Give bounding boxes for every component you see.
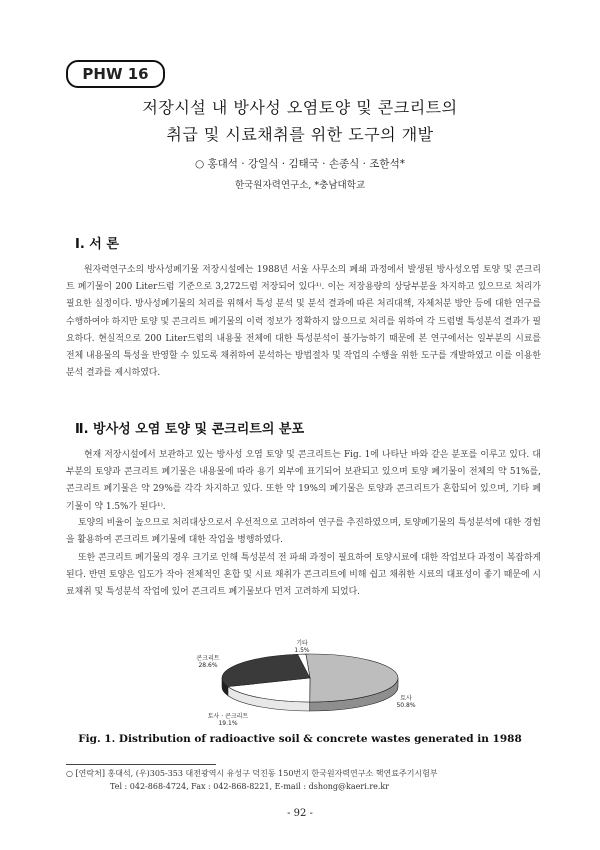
paper-title-line-2: 취급 및 시료채취를 위한 도구의 개발: [166, 125, 434, 144]
pie-label-name-soil-concrete: 토사 · 콘크리트: [207, 713, 249, 720]
affiliation: 한국원자력연구소, *충남대학교: [234, 180, 366, 191]
pie-label-value-soil-concrete: 19.1%: [218, 720, 238, 727]
author-list: ○ 홍대석 · 강일식 · 김태국 · 손종식 · 조한석*: [195, 158, 405, 170]
pie-label-name-concrete: 콘크리트: [196, 655, 220, 662]
pie-label-name-other: 기타: [296, 640, 308, 647]
figure-caption: Fig. 1. Distribution of radioactive soil & concrete wastes generated in 1988: [78, 733, 522, 745]
footnote-contact: ○ [연락처] 홍대석, (우)305-353 대전광역시 유성구 덕진동 150번지 한국원자력연구소 핵연료주기시험부: [66, 769, 438, 778]
footnote-phone-email: Tel : 042-868-4724, Fax : 042-868-8221, E-mail : dshong@kaeri.re.kr: [110, 782, 390, 791]
pie-label-value-soil: 50.8%: [396, 702, 416, 709]
pie-label-value-other: 1.5%: [294, 647, 310, 654]
distribution-paragraph-1: 현재 저장시설에서 보관하고 있는 방사성 오염 토양 및 콘크리트는 Fig. 1에 나타난 바와 같은 분포를 이루고 있다. 대부분의 토양과 콘크리트 폐기물은 내용물에 따라 용기 외부에 표기되어 보관되고 있으며 토양 폐기물이 전체의 약 51%를, 콘크리트 폐기물은 약 29%를 각각 차지하고 있다. 또한 약 19%의 폐기물은 토양과 콘크리트가 혼합되어 있으며, 기타 폐기물이 약 1.5%가 된다¹⁾.: [66, 450, 541, 512]
pie-chart: [180, 638, 440, 728]
intro-paragraph: 원자력연구소의 방사성폐기물 저장시설에는 1988년 서울 사무소의 폐쇄 과정에서 발생된 방사성오염 토양 및 콘크리트 폐기물이 200 Liter드럼 기준으로 3,272드럼 저장되어 있다¹⁾. 이는 저장용량의 상당부분을 차지하고 있으므로 처리가 필요한 실정이다. 방사성폐기물의 처리를 위해서 특성 분석 및 분석 결과에 따른 처리대책, 자체처분 방안 등에 대한 연구를 수행하여야 하지만 토양 및 콘크리트 폐기물의 이력 정보가 정확하지 않으므로 처리를 위하여 각 드럼별 특성분석 결과가 필요하다. 현실적으로 200 Liter드럼의 내용물 전체에 대한 특성분석이 불가능하기 때문에 본 연구에서는 일부분의 시료를 전체 내용물의 특성을 반영할 수 있도록 채취하여 분석하는 방법절차 및 작업의 수행을 위한 도구를 개발하였고 이를 이용한 분석 결과를 제시하였다.: [66, 265, 541, 379]
section-heading-distribution: Ⅱ. 방사성 오염 토양 및 콘크리트의 분포: [75, 422, 305, 437]
pie-label-value-concrete: 28.6%: [198, 662, 218, 669]
paper-code-badge: PHW 16: [66, 60, 165, 88]
paper-title-line-1: 저장시설 내 방사성 오염토양 및 콘크리트의: [142, 98, 458, 117]
footnote-rule: [66, 764, 216, 765]
page-number: - 92 -: [287, 808, 313, 819]
section-heading-introduction: Ⅰ. 서 론: [75, 237, 119, 252]
distribution-paragraph-2: 토양의 비율이 높으므로 처리대상으로서 우선적으로 고려하여 연구를 추진하였으며, 토양폐기물의 특성분석에 대한 경험을 활용하여 콘크리트 폐기물에 대한 작업을 병행하였다.: [66, 518, 541, 546]
pie-chart-svg: [180, 638, 440, 728]
distribution-paragraph-3: 또한 콘크리트 폐기물의 경우 크기로 인해 특성분석 전 파쇄 과정이 필요하여 토양시료에 대한 작업보다 과정이 복잡하게 된다. 반면 토양은 입도가 작아 전체적인 혼합 및 시료 채취가 콘크리트에 비해 쉽고 채취한 시료의 대표성이 좋기 때문에 시료채취 및 특성분석 작업에 있어 콘크리트 폐기물보다 먼저 고려하게 되었다.: [66, 553, 541, 598]
pie-label-name-soil: 토사: [400, 695, 412, 702]
